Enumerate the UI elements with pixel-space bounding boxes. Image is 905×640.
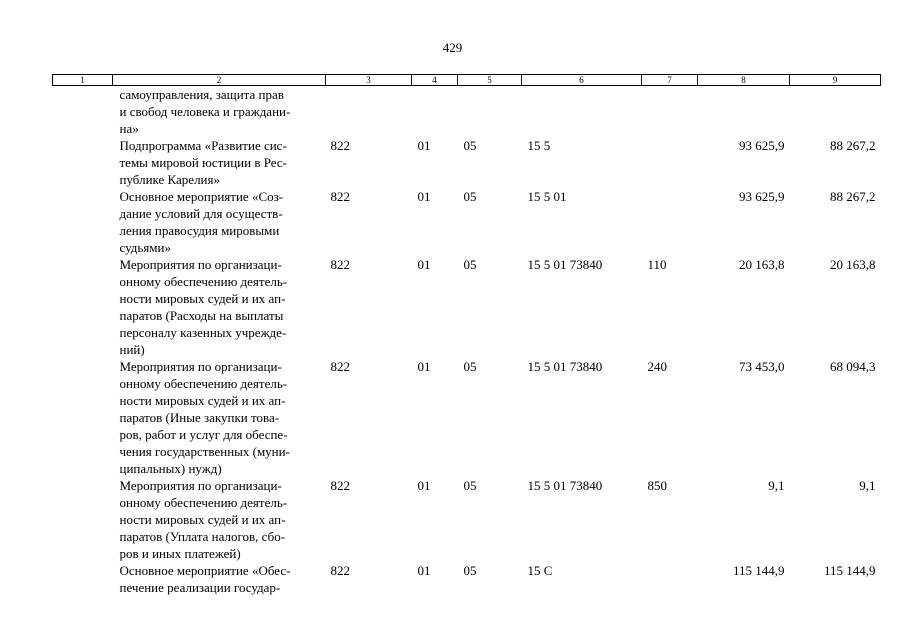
name-line: на» bbox=[119, 121, 139, 136]
column-header: 9 bbox=[790, 75, 881, 86]
column-header: 6 bbox=[522, 75, 642, 86]
name-line: паратов (Иные закупки това- bbox=[119, 410, 280, 425]
cell-gr: 822 bbox=[330, 257, 350, 272]
cell-rz: 01 bbox=[417, 138, 431, 153]
table-row bbox=[53, 358, 881, 477]
cell-gr: 822 bbox=[330, 563, 350, 578]
cell-empty bbox=[53, 562, 113, 596]
column-header: 8 bbox=[698, 75, 790, 86]
cell-empty bbox=[53, 188, 113, 256]
name-line: ципальных) нужд) bbox=[119, 461, 222, 476]
cell-name bbox=[113, 188, 326, 256]
cell-empty bbox=[53, 86, 113, 138]
cell-csr: 15 5 01 73840 bbox=[527, 478, 603, 493]
table-row bbox=[53, 562, 881, 596]
cell-year2: 115 144,9 bbox=[823, 563, 876, 578]
cell-year2: 20 163,8 bbox=[830, 257, 876, 272]
cell-rz: 01 bbox=[417, 189, 431, 204]
cell-year1: 115 144,9 bbox=[732, 563, 785, 578]
table-row bbox=[53, 137, 881, 188]
cell-csr: 15 5 bbox=[527, 138, 551, 153]
cell-rz: 01 bbox=[417, 478, 431, 493]
column-header: 5 bbox=[458, 75, 522, 86]
name-line: ности мировых судей и их ап- bbox=[119, 512, 286, 527]
cell-year2: 88 267,2 bbox=[830, 138, 876, 153]
cell-pr: 05 bbox=[463, 257, 477, 272]
cell-csr: 15 С bbox=[527, 563, 553, 578]
cell-pr bbox=[458, 86, 522, 138]
name-line: печение реализации государ- bbox=[119, 580, 281, 595]
cell-year2: 68 094,3 bbox=[830, 359, 876, 374]
cell-csr: 15 5 01 73840 bbox=[527, 359, 603, 374]
name-line: ности мировых судей и их ап- bbox=[119, 291, 286, 306]
cell-csr: 15 5 01 73840 bbox=[527, 257, 603, 272]
table-row bbox=[53, 256, 881, 358]
name-line: судьями» bbox=[119, 240, 171, 255]
cell-vr bbox=[642, 188, 698, 256]
cell-pr: 05 bbox=[463, 189, 477, 204]
column-header: 4 bbox=[412, 75, 458, 86]
name-line: онному обеспечению деятель- bbox=[119, 274, 288, 289]
cell-name bbox=[113, 137, 326, 188]
cell-rz: 01 bbox=[417, 563, 431, 578]
cell-empty bbox=[53, 256, 113, 358]
cell-year2 bbox=[790, 86, 881, 138]
cell-year2: 9,1 bbox=[859, 478, 876, 493]
cell-year1: 93 625,9 bbox=[739, 189, 785, 204]
cell-year1: 93 625,9 bbox=[739, 138, 785, 153]
cell-pr: 05 bbox=[463, 563, 477, 578]
cell-vr bbox=[642, 86, 698, 138]
table-row bbox=[53, 86, 881, 138]
cell-empty bbox=[53, 477, 113, 562]
name-line: Основное мероприятие «Соз- bbox=[119, 189, 284, 204]
cell-name bbox=[113, 562, 326, 596]
name-line: и свобод человека и граждани- bbox=[119, 104, 291, 119]
cell-empty bbox=[53, 358, 113, 477]
cell-gr: 822 bbox=[330, 359, 350, 374]
cell-vr bbox=[642, 562, 698, 596]
name-line: Основное мероприятие «Обес- bbox=[119, 563, 291, 578]
name-line: ров и иных платежей) bbox=[119, 546, 241, 561]
name-line: персоналу казенных учрежде- bbox=[119, 325, 287, 340]
page-number: 429 bbox=[442, 40, 463, 55]
name-line: публике Карелия» bbox=[119, 172, 220, 187]
name-line: темы мировой юстиции в Рес- bbox=[119, 155, 287, 170]
cell-rz: 01 bbox=[417, 257, 431, 272]
cell-year1: 9,1 bbox=[768, 478, 785, 493]
name-line: онному обеспечению деятель- bbox=[119, 376, 288, 391]
name-line: паратов (Уплата налогов, сбо- bbox=[119, 529, 286, 544]
name-line: самоуправления, защита прав bbox=[119, 87, 284, 102]
cell-gr: 822 bbox=[330, 478, 350, 493]
table-row bbox=[53, 477, 881, 562]
name-line: ности мировых судей и их ап- bbox=[119, 393, 286, 408]
name-line: ления правосудия мировыми bbox=[119, 223, 280, 238]
cell-csr bbox=[522, 86, 642, 138]
cell-year1: 20 163,8 bbox=[739, 257, 785, 272]
name-line: ров, работ и услуг для обеспе- bbox=[119, 427, 288, 442]
cell-year2: 88 267,2 bbox=[830, 189, 876, 204]
name-line: Мероприятия по организаци- bbox=[119, 359, 282, 374]
column-header: 1 bbox=[53, 75, 113, 86]
name-line: дание условий для осуществ- bbox=[119, 206, 283, 221]
name-line: Мероприятия по организаци- bbox=[119, 478, 282, 493]
cell-rz bbox=[412, 86, 458, 138]
cell-vr: 240 bbox=[647, 359, 667, 374]
cell-empty bbox=[53, 137, 113, 188]
column-header: 3 bbox=[326, 75, 412, 86]
cell-gr bbox=[326, 86, 412, 138]
cell-pr: 05 bbox=[463, 478, 477, 493]
name-line: паратов (Расходы на выплаты bbox=[119, 308, 284, 323]
name-line: онному обеспечению деятель- bbox=[119, 495, 288, 510]
table-body bbox=[53, 86, 881, 597]
name-line: Подпрограмма «Развитие сис- bbox=[119, 138, 287, 153]
cell-name bbox=[113, 358, 326, 477]
cell-pr: 05 bbox=[463, 359, 477, 374]
name-line: ний) bbox=[119, 342, 145, 357]
cell-gr: 822 bbox=[330, 189, 350, 204]
column-header: 2 bbox=[113, 75, 326, 86]
cell-pr: 05 bbox=[463, 138, 477, 153]
cell-name bbox=[113, 477, 326, 562]
cell-gr: 822 bbox=[330, 138, 350, 153]
table-row bbox=[53, 188, 881, 256]
cell-csr: 15 5 01 bbox=[527, 189, 567, 204]
cell-year1 bbox=[698, 86, 790, 138]
name-line: Мероприятия по организаци- bbox=[119, 257, 282, 272]
cell-rz: 01 bbox=[417, 359, 431, 374]
table-header-row bbox=[53, 75, 881, 86]
cell-vr: 850 bbox=[647, 478, 667, 493]
cell-year1: 73 453,0 bbox=[739, 359, 785, 374]
cell-name bbox=[113, 256, 326, 358]
column-header: 7 bbox=[642, 75, 698, 86]
cell-vr bbox=[642, 137, 698, 188]
budget-table bbox=[52, 74, 881, 596]
cell-name bbox=[113, 86, 326, 138]
cell-vr: 110 bbox=[647, 257, 667, 272]
name-line: чения государственных (муни- bbox=[119, 444, 290, 459]
